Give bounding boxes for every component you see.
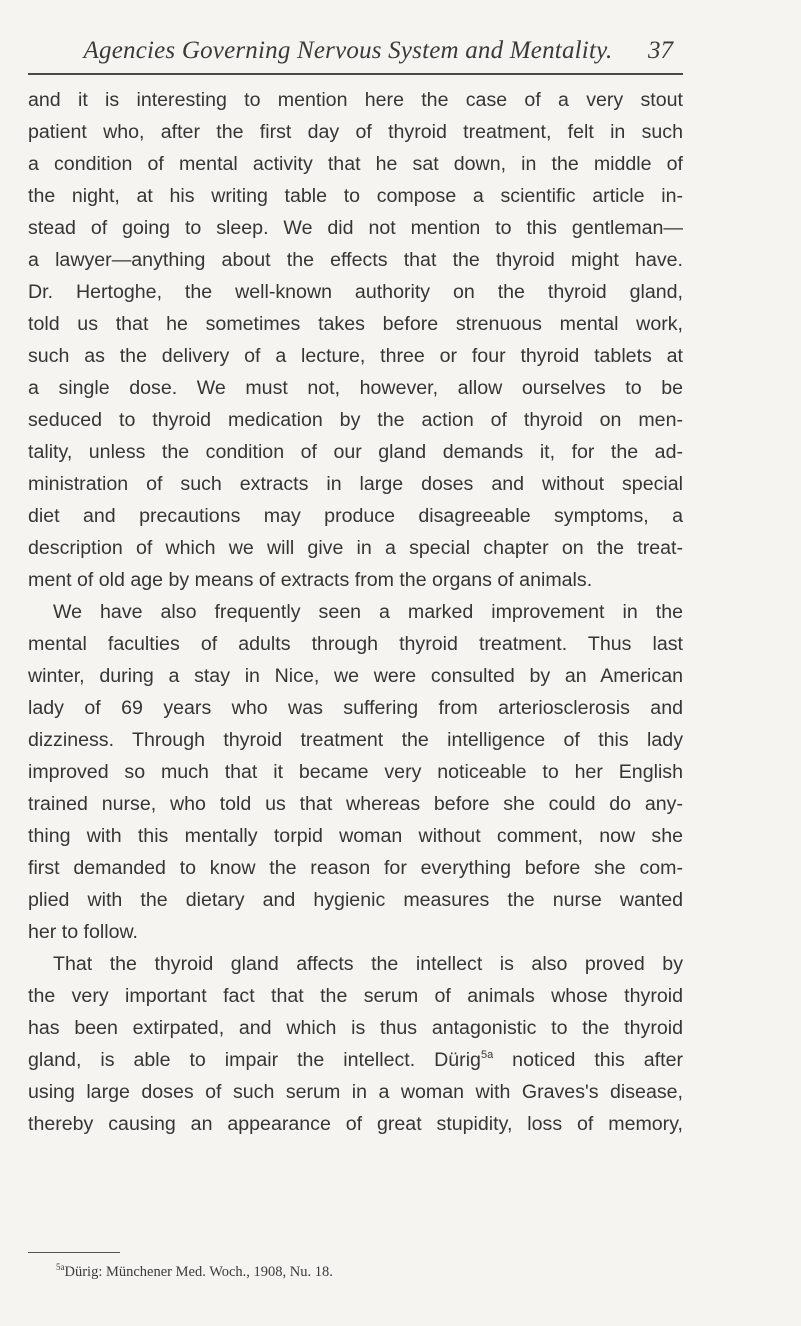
text-line-with-reference bbox=[28, 1044, 683, 1076]
text-segment: noticed this after bbox=[493, 1049, 683, 1071]
footnote-rule bbox=[28, 1252, 120, 1253]
text-line: mental faculties of adults through thyroid treatment. Thus last bbox=[28, 633, 683, 655]
text-line: lady of 69 years who was suffering from arteriosclerosis and bbox=[28, 697, 683, 719]
footnote bbox=[56, 1262, 333, 1282]
text-line: seduced to thyroid medication by the action of thyroid on men- bbox=[28, 409, 683, 431]
text-line: a single dose. We must not, however, allow ourselves to be bbox=[28, 377, 683, 399]
text-line: thereby causing an appearance of great stupidity, loss of memory, bbox=[28, 1113, 683, 1135]
footnote-mark: 5a bbox=[56, 1262, 65, 1272]
text-line: diet and precautions may produce disagreeable symptoms, a bbox=[28, 505, 683, 527]
text-line: such as the delivery of a lecture, three or four thyroid tablets at bbox=[28, 345, 683, 367]
header-rule bbox=[28, 73, 683, 75]
text-line: ment of old age by means of extracts from the organs of animals. bbox=[28, 569, 593, 591]
text-line: a lawyer—anything about the effects that the thyroid might have. bbox=[28, 249, 683, 271]
text-line: patient who, after the first day of thyroid treatment, felt in such bbox=[28, 121, 683, 143]
text-line: improved so much that it became very noticeable to her English bbox=[28, 761, 683, 783]
text-segment: gland, is able to impair the intellect. Dürig bbox=[28, 1049, 481, 1071]
page-number: 37 bbox=[648, 37, 673, 64]
text-line: Dr. Hertoghe, the well-known authority on the thyroid gland, bbox=[28, 281, 683, 303]
footnote-reference[interactable]: 5a bbox=[480, 1049, 494, 1061]
text-line: description of which we will give in a special chapter on the treat- bbox=[28, 537, 683, 559]
text-line: and it is interesting to mention here the case of a very stout bbox=[28, 89, 683, 111]
paragraph-2 bbox=[28, 596, 683, 948]
text-line: told us that he sometimes takes before strenuous mental work, bbox=[28, 313, 683, 335]
text-line: tality, unless the condition of our gland demands it, for the ad- bbox=[28, 441, 683, 463]
text-line: plied with the dietary and hygienic measures the nurse wanted bbox=[28, 889, 683, 911]
text-line: a condition of mental activity that he sat down, in the middle of bbox=[28, 153, 683, 175]
paragraph-1 bbox=[28, 84, 683, 596]
text-line: stead of going to sleep. We did not mention to this gentleman— bbox=[28, 217, 683, 239]
text-line: her to follow. bbox=[28, 921, 139, 943]
text-line: first demanded to know the reason for everything before she com- bbox=[28, 857, 683, 879]
text-line: the night, at his writing table to compose a scientific article in- bbox=[28, 185, 683, 207]
text-line: We have also frequently seen a marked improvement in the bbox=[53, 601, 683, 623]
running-title: Agencies Governing Nervous System and Mentality. bbox=[83, 37, 613, 64]
footnote-text: Dürig: Münchener Med. Woch., 1908, Nu. 18. bbox=[64, 1264, 333, 1280]
text-line: winter, during a stay in Nice, we were consulted by an American bbox=[28, 665, 683, 687]
text-line: thing with this mentally torpid woman without comment, now she bbox=[28, 825, 683, 847]
text-line: the very important fact that the serum of animals whose thyroid bbox=[28, 985, 683, 1007]
paragraph-3 bbox=[28, 948, 683, 1140]
text-line: has been extirpated, and which is thus antagonistic to the thyroid bbox=[28, 1017, 683, 1039]
text-line: ministration of such extracts in large doses and without special bbox=[28, 473, 683, 495]
text-line: That the thyroid gland affects the intellect is also proved by bbox=[53, 953, 683, 975]
text-line: trained nurse, who told us that whereas before she could do any- bbox=[28, 793, 683, 815]
text-line: dizziness. Through thyroid treatment the intelligence of this lady bbox=[28, 729, 683, 751]
running-head bbox=[28, 36, 683, 70]
text-line: using large doses of such serum in a woman with Graves's disease, bbox=[28, 1081, 683, 1103]
body-text bbox=[28, 84, 683, 1140]
